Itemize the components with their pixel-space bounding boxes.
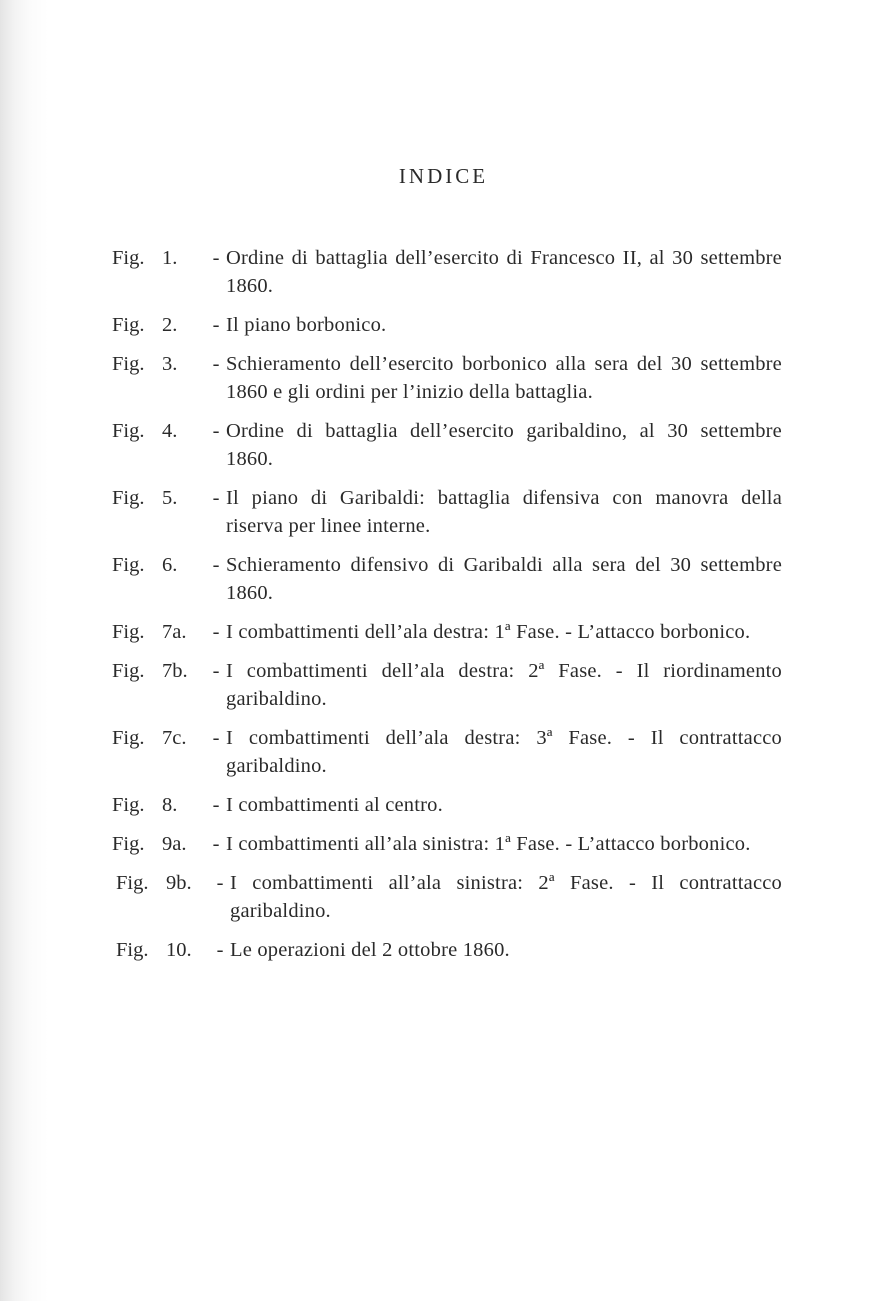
entry-text: I combattimenti all’ala sinistra: 2ª Fase. - Il contrattacco garibaldino.	[230, 872, 782, 922]
entry-label: Fig.	[112, 833, 145, 855]
entry-number: 4.	[162, 420, 178, 442]
entry-text: I combattimenti dell’ala destra: 1ª Fase. - L’attacco borbonico.	[226, 621, 751, 643]
entry-number: 5.	[162, 487, 178, 509]
entry-number: 2.	[162, 314, 178, 336]
entry-dash: -	[212, 314, 220, 336]
entry-number: 7c.	[162, 727, 187, 749]
entry-number: 7a.	[162, 621, 187, 643]
index-entry	[112, 244, 782, 300]
entry-text: Ordine di battaglia dell’esercito garibaldino, al 30 settembre 1860.	[226, 420, 782, 470]
index-entry	[112, 791, 782, 819]
entry-label: Fig.	[112, 660, 145, 682]
entry-label: Fig.	[116, 939, 149, 961]
entry-dash: -	[216, 939, 224, 961]
page-title: INDICE	[398, 164, 489, 188]
index-entry	[112, 484, 782, 540]
entry-text: Ordine di battaglia dell’esercito di Francesco II, al 30 settembre 1860.	[226, 247, 782, 297]
entry-number: 8.	[162, 794, 178, 816]
index-entry	[112, 724, 782, 780]
entry-text: I combattimenti dell’ala destra: 2ª Fase. - Il riordinamento garibaldino.	[226, 660, 782, 710]
entry-text: Schieramento difensivo di Garibaldi alla sera del 30 settembre 1860.	[226, 554, 782, 604]
entry-label: Fig.	[112, 554, 145, 576]
entry-dash: -	[212, 247, 220, 269]
entry-dash: -	[216, 872, 224, 894]
entry-label: Fig.	[112, 314, 145, 336]
entry-number: 1.	[162, 247, 178, 269]
index-entry	[112, 936, 782, 964]
entry-dash: -	[212, 660, 220, 682]
entry-label: Fig.	[112, 420, 145, 442]
index-entry	[112, 869, 782, 925]
figure-index-list	[112, 244, 782, 975]
entry-label: Fig.	[112, 727, 145, 749]
entry-dash: -	[212, 727, 220, 749]
entry-dash: -	[212, 554, 220, 576]
entry-text: I combattimenti al centro.	[226, 794, 443, 816]
entry-dash: -	[212, 420, 220, 442]
entry-dash: -	[212, 833, 220, 855]
entry-number: 7b.	[162, 660, 188, 682]
index-entry	[112, 350, 782, 406]
index-entry	[112, 830, 782, 858]
entry-number: 10.	[166, 939, 192, 961]
index-entry	[112, 417, 782, 473]
entry-number: 6.	[162, 554, 178, 576]
entry-label: Fig.	[112, 353, 145, 375]
entry-number: 3.	[162, 353, 178, 375]
entry-dash: -	[212, 487, 220, 509]
entry-text: Schieramento dell’esercito borbonico alla sera del 30 settembre 1860 e gli ordini per l’inizio della battaglia.	[226, 353, 782, 403]
entry-label: Fig.	[116, 872, 149, 894]
index-entry	[112, 618, 782, 646]
entry-label: Fig.	[112, 487, 145, 509]
entry-dash: -	[212, 621, 220, 643]
entry-text: Le operazioni del 2 ottobre 1860.	[230, 939, 510, 961]
entry-label: Fig.	[112, 794, 145, 816]
entry-text: Il piano borbonico.	[226, 314, 387, 336]
index-entry	[112, 311, 782, 339]
entry-number: 9b.	[166, 872, 192, 894]
entry-dash: -	[212, 353, 220, 375]
entry-dash: -	[212, 794, 220, 816]
entry-label: Fig.	[112, 621, 145, 643]
index-entry	[112, 551, 782, 607]
entry-text: Il piano di Garibaldi: battaglia difensiva con manovra della riserva per linee interne.	[226, 487, 782, 537]
entry-label: Fig.	[112, 247, 145, 269]
index-entry	[112, 657, 782, 713]
entry-number: 9a.	[162, 833, 187, 855]
entry-text: I combattimenti dell’ala destra: 3ª Fase. - Il contrattacco garibaldino.	[226, 727, 782, 777]
entry-text: I combattimenti all’ala sinistra: 1ª Fase. - L’attacco borbonico.	[226, 833, 751, 855]
